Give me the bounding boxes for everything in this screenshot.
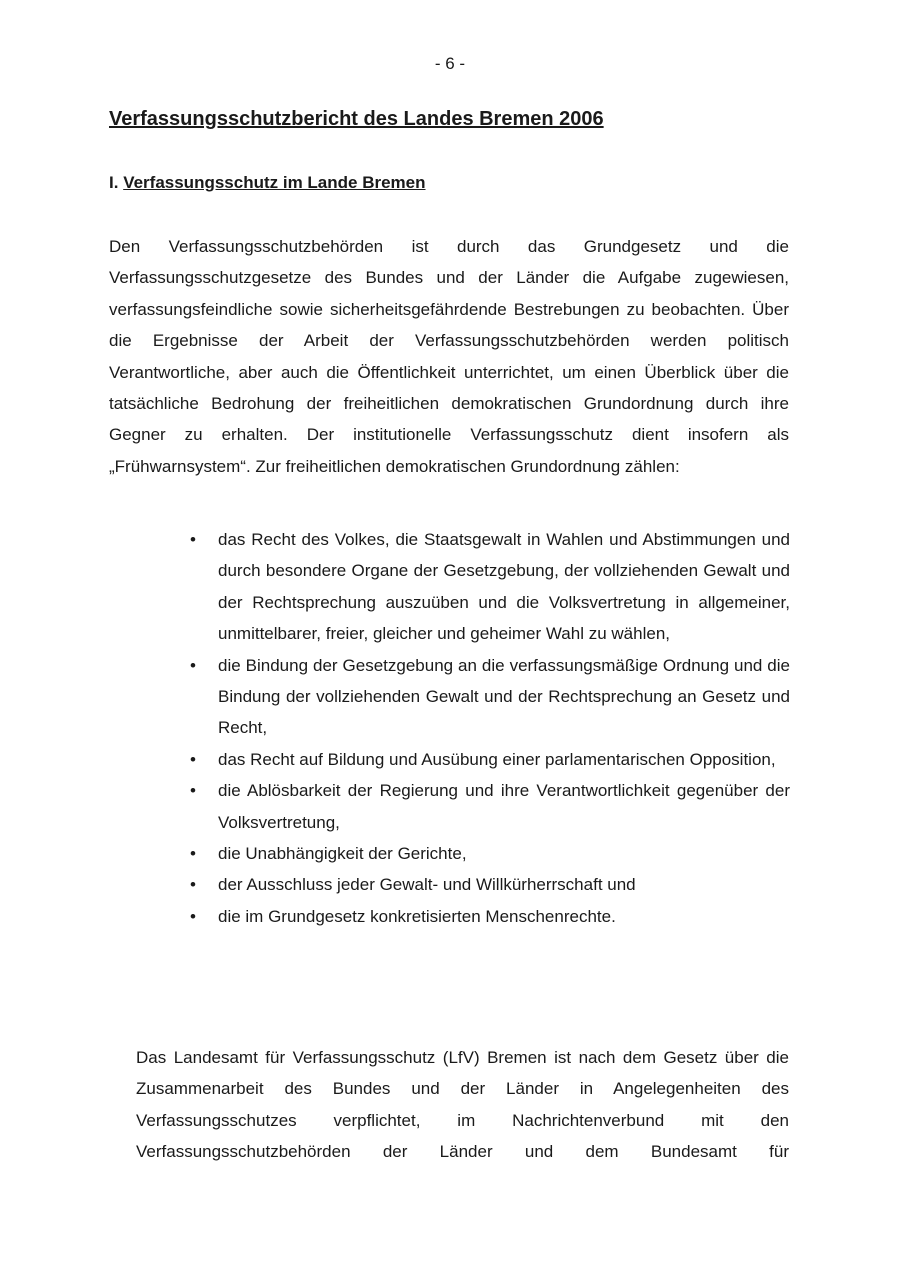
list-item-text: der Ausschluss jeder Gewalt- und Willkürherrschaft und [218, 875, 636, 895]
page-number: - 6 - [434, 54, 466, 73]
intro-paragraph: Den Verfassungsschutzbehörden ist durch das Grundgesetz und die Verfassungsschutzgesetze des Bundes und der Länder die Aufgabe zugewiesen, verfassungsfeindliche sowie sicherheitsgefährdende Bestrebungen zu beobachten. Über die Ergebnisse der Arbeit der Verfassungsschutzbehörden werden politisch Verantwortliche, aber auch die Öffentlichkeit unterrichtet, um einen Überblick über die tatsächliche Bedrohung der freiheitlichen demokratischen Grundordnung durch ihre Gegner zu erhalten. Der institutionelle Verfassungsschutz dient insofern als „Frühwarnsystem“. Zur freiheitlichen demokratischen Grundordnung zählen: [109, 237, 789, 476]
section-heading [109, 172, 426, 194]
rights-list [186, 524, 790, 932]
list-item [186, 775, 790, 838]
list-item-text: die Bindung der Gesetzgebung an die verfassungsmäßige Ordnung und die Bindung der vollziehenden Gewalt und der Rechtsprechung an Gesetz und Recht, [218, 655, 790, 738]
list-item-text: die Unabhängigkeit der Gerichte, [218, 844, 467, 864]
bullet-icon: • [190, 530, 196, 549]
list-item-text: die im Grundgesetz konkretisierten Menschenrechte. [218, 906, 616, 926]
list-item [186, 901, 790, 932]
bullet-icon: • [190, 749, 196, 769]
list-item-text: das Recht auf Bildung und Ausübung einer parlamentarischen Opposition, [218, 749, 776, 769]
section-heading-text: Verfassungsschutz im Lande Bremen [123, 173, 426, 192]
section-number: I. [109, 173, 119, 192]
bullet-icon: • [190, 781, 196, 801]
list-item-text: das Recht des Volkes, die Staatsgewalt in Wahlen und Abstimmungen und durch besondere Organe der Gesetzgebung, der vollziehenden Gewalt und der Rechtsprechung auszuüben und die Volksvertretung in allgemeiner, unmittelbarer, freier, gleicher und geheimer Wahl zu wählen, [218, 530, 790, 644]
list-item [186, 524, 790, 650]
list-item [186, 650, 790, 744]
bullet-icon: • [190, 655, 196, 675]
list-item-text: die Ablösbarkeit der Regierung und ihre Verantwortlichkeit gegenüber der Volksvertretung, [218, 781, 790, 832]
list-item [186, 838, 790, 869]
document-title: Verfassungsschutzbericht des Landes Bremen 2006 [109, 108, 604, 130]
closing-paragraph: Das Landesamt für Verfassungsschutz (LfV) Bremen ist nach dem Gesetz über die Zusammenarbeit des Bundes und der Länder in Angelegenheiten des Verfassungsschutzes verpflichtet, im Nachrichtenverbund mit den Verfassungsschutzbehörden der Länder und dem Bundesamt für [136, 1048, 789, 1162]
bullet-icon: • [190, 875, 196, 895]
list-item [186, 744, 790, 775]
bullet-icon: • [190, 844, 196, 864]
bullet-icon: • [190, 906, 196, 926]
list-item [186, 869, 790, 900]
